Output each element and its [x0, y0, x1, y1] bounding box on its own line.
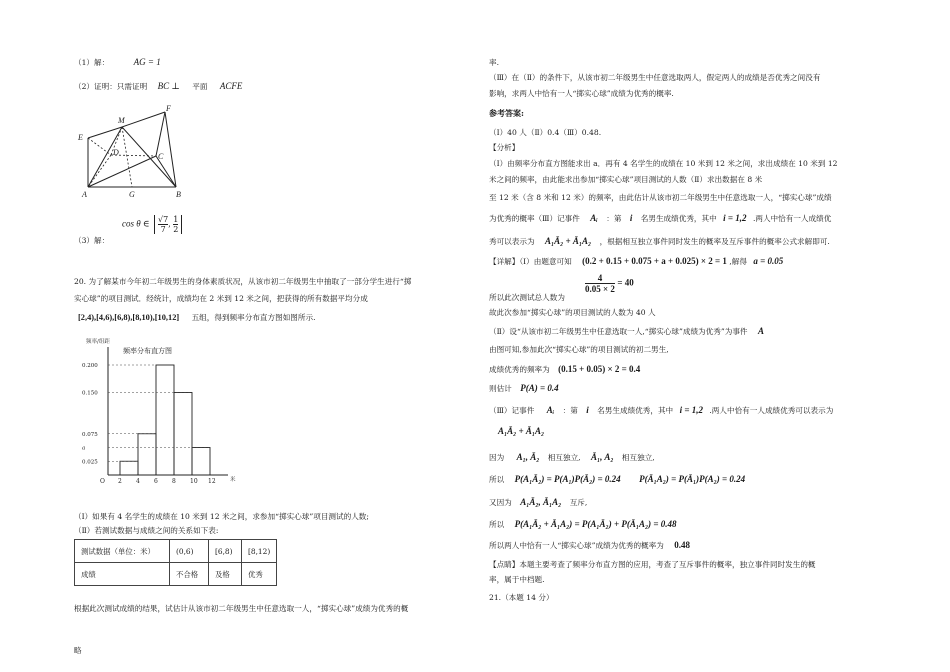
r-people-after: 故此次参加“掷实心球”的项目测试的人数为 40 人 — [489, 308, 656, 317]
edge-FB — [165, 112, 176, 187]
r-p3-line — [489, 405, 833, 416]
r-p3-d: .两人中恰有一人成绩优秀可以表示为 — [709, 406, 834, 415]
x-tick-label: 4 — [136, 478, 140, 485]
r-people-pre: 所以此次测试总人数为 — [489, 293, 565, 302]
r-p3-set: i = 1,2 — [679, 405, 703, 415]
part2-label: （2）证明：只需证明 — [74, 82, 148, 91]
y-tick-label: a — [82, 445, 86, 452]
r-p2-d-line — [489, 383, 559, 394]
part2-math2: ACFE — [219, 81, 243, 91]
r-again: 又因为 — [489, 498, 512, 507]
r-so2: 所以 — [489, 520, 505, 529]
r-q3-line1: （Ⅲ）在（Ⅱ）的条件下，从该市初二年级男生中任意选取两人，假定两人的成绩是否优秀之间没有 — [489, 73, 821, 82]
chart-title: 频率分布直方图 — [123, 347, 172, 355]
r-detail-a: a = 0.05 — [753, 256, 784, 266]
histogram-bar — [174, 393, 192, 476]
r-p2-d: 则估计 — [489, 384, 512, 393]
x-tick-label: 6 — [154, 478, 158, 485]
r-so1-eq1: P(A₁Ā₂) = P(A₁)P(Ā₂) = 0.24 — [514, 474, 621, 484]
table-row — [75, 563, 277, 586]
origin-label: O — [100, 478, 105, 485]
r-an4-set: i = 1,2 — [723, 213, 747, 223]
label-A: A — [82, 190, 87, 199]
r-analysis-3: 至 12 米（含 8 米和 12 米）的频率，由此估计从该市初二年级男生中任意选取一人，“掷实心球”成绩 — [489, 193, 832, 202]
interval-right — [173, 215, 178, 234]
chart-xlabel: 米 — [230, 477, 236, 483]
r-detail-end: ,解得 — [729, 257, 747, 266]
table-cell: 不合格 — [170, 563, 209, 586]
table-cell: 测试数据（单位：米） — [75, 540, 170, 563]
r-comment-1: 【点睛】本题主要考查了频率分布直方图的应用，考查了互斥事件的概率，独立事件同时发生的概 — [489, 560, 816, 569]
r-because-line — [489, 452, 655, 463]
x-tick-label: 12 — [208, 478, 216, 485]
table-row — [75, 540, 277, 563]
r-p3-ai: Aᵢ — [546, 405, 555, 415]
table-cell: 及格 — [209, 563, 242, 586]
r-p2-text: （Ⅱ）设“从该市初二年级男生中任意选取一人,“掷实心球”成绩为优秀”为事件 — [489, 327, 748, 336]
r-p3-i: i — [586, 405, 589, 415]
r-analysis-1: （Ⅰ）由频率分布直方图能求出 a．再有 4 名学生的成绩在 10 米到 12 米之间，求出成绩在 10 米到 12 — [489, 159, 838, 168]
r-p3-b: ：第 — [562, 406, 578, 415]
r-because-m2: Ā₁, A₂ — [591, 452, 614, 462]
table-cell: (0,6) — [170, 540, 209, 563]
x-tick-label: 10 — [190, 478, 198, 485]
edge-AC — [88, 156, 156, 187]
r-final-pre: 所以两人中恰有一人“掷实心球”成绩为优秀的概率为 — [489, 541, 664, 550]
q20-intervals: [2,4),[4,6),[6,8),[8,10),[10,12] — [78, 313, 180, 322]
r-fraction — [585, 273, 634, 294]
r-detail-line — [489, 256, 783, 267]
table-cell: [8,12) — [242, 540, 277, 563]
r-an4-i: i — [629, 213, 633, 223]
r-so1-line — [489, 474, 745, 485]
edge-MF — [122, 112, 165, 127]
r-because-end: 相互独立, — [621, 453, 655, 462]
histogram-bar — [138, 434, 156, 475]
r-frac-eq: = 40 — [617, 277, 634, 288]
interval-left-num: √7 — [158, 215, 169, 224]
r-p2-A: A — [757, 326, 764, 336]
part1-label: （1）解： — [74, 58, 110, 67]
r-because-mid: 相互独立, — [547, 453, 581, 462]
label-B: B — [176, 190, 181, 199]
grade-table — [74, 539, 277, 586]
r-so1-eq2: P(Ā₁A₂) = P(Ā₁)P(A₂) = 0.24 — [639, 474, 746, 484]
q20-part1: （Ⅰ）如果有 4 名学生的成绩在 10 米到 12 米之间，求参加“掷实心球”项目测试的人数; — [74, 512, 369, 521]
chart-ylabel: 频率/组距 — [86, 339, 110, 345]
r-so2-eq: P(A₁Ā₂ + Ā₁A₂) = P(A₁Ā₂) + P(Ā₁A₂) = 0.48 — [514, 519, 677, 529]
r-an5-expr: A₁Ā₂ + Ā₁A₂ — [544, 236, 592, 246]
r-frac-den: 0.05 × 2 — [585, 284, 615, 294]
q20-line3-end: 五组，得到频率分布直方图如图所示. — [191, 313, 316, 322]
r-p2-c: 成绩优秀的频率为 — [489, 365, 550, 374]
r-so1: 所以 — [489, 475, 505, 484]
r-an4-ai: Aᵢ — [590, 213, 598, 223]
left-page-label: 略 — [74, 646, 82, 655]
r-answer-heading: 参考答案: — [489, 108, 524, 118]
y-tick-label: 0.075 — [82, 431, 98, 438]
table-cell: [6,8) — [209, 540, 242, 563]
y-tick-label: 0.025 — [82, 459, 98, 466]
r-p3-a: （Ⅲ）记事件 — [489, 406, 535, 415]
edge-MB — [122, 127, 176, 187]
label-C: C — [158, 152, 164, 161]
r-an4-text2: ：第 — [606, 214, 622, 223]
histogram-bar — [120, 461, 138, 475]
left-bottom-line: 根据此次测试成绩的结果，试估计从该市初二年级男生中任意选取一人，“掷实心球”成绩为优秀的概 — [74, 604, 409, 613]
part2-line — [74, 81, 242, 92]
r-p2-d-eq: P(A) = 0.4 — [520, 383, 559, 393]
part1-line — [74, 57, 161, 68]
r-again-line — [489, 497, 587, 508]
part2-math1: BC ⊥ — [157, 81, 180, 91]
r-because-m1: A₁, Ā₂ — [516, 452, 540, 462]
r-comment-2: 率，属于中档题. — [489, 575, 545, 584]
x-tick-label: 8 — [172, 478, 176, 485]
r-an4-text3: 名男生成绩优秀，其中 — [640, 214, 717, 223]
q20-line1: 20. 为了解某市今年初二年级男生的身体素质状况，从该市初二年级男生中抽取了一部分学生进行“掷 — [74, 277, 412, 286]
r-analysis-tag: 【分析】 — [489, 143, 520, 152]
x-tick-label: 2 — [118, 478, 122, 485]
r-detail-eq: (0.2 + 0.15 + 0.075 + a + 0.025) × 2 = 1 — [582, 256, 727, 266]
part2-mid: 平面 — [192, 82, 208, 91]
interval-right-num: 1 — [173, 215, 179, 224]
part3-math: cos θ ∈ — [122, 218, 150, 229]
q20-line2: 实心球”的项目测试．经统计，成绩均在 2 米到 12 米之间，把获得的所有数据平均分成 — [74, 294, 368, 303]
r-analysis-4 — [489, 213, 831, 224]
r-answer-line: （Ⅰ）40 人（Ⅱ）0.4（Ⅲ）0.48. — [489, 128, 602, 137]
part1-math: AG = 1 — [133, 57, 161, 67]
interval-bracket: $\frac{√7}{7}$ , $\frac{1}{2}$ — [154, 215, 182, 234]
frequency-histogram — [78, 335, 238, 495]
r-because: 因为 — [489, 453, 505, 462]
r-an5-text: 秀可以表示为 — [489, 237, 535, 246]
r-q3-line2: 影响，求两人中恰有一人“掷实心球”成绩为优秀的概率. — [489, 89, 674, 98]
label-M: M — [118, 116, 125, 125]
histogram-bar — [192, 448, 210, 476]
r-an4-text: 为优秀的概率（Ⅲ）记事件 — [489, 214, 580, 223]
r-final-line — [489, 540, 690, 551]
histogram-bar — [156, 365, 174, 475]
r-cont: 率. — [489, 58, 500, 67]
r-p2-c-eq: (0.15 + 0.05) × 2 = 0.4 — [558, 364, 641, 374]
label-G: G — [129, 190, 135, 199]
r-an4-text4: .两人中恰有一人成绩优 — [752, 214, 832, 223]
r-p2-c-line — [489, 364, 640, 375]
r-p3-expr: A₁Ā₂ + Ā₁A₂ — [498, 426, 545, 436]
label-D: D — [113, 148, 119, 157]
r-again-end: 互斥, — [569, 498, 588, 507]
y-tick-label: 0.200 — [82, 363, 98, 369]
r-p2-b: 由图可知,参加此次“掷实心球”的项目测试的初二男生, — [489, 345, 669, 354]
table-cell: 优秀 — [242, 563, 277, 586]
r-p3-c: 名男生成绩优秀，其中 — [597, 406, 674, 415]
r-frac — [585, 273, 615, 294]
r-frac-num: 4 — [585, 273, 615, 284]
interval-left-den: 7 — [160, 225, 166, 234]
edge-ED — [88, 138, 111, 155]
r-so2-line — [489, 519, 676, 530]
interval-left — [158, 215, 168, 234]
r-q21: 21.（本题 14 分） — [489, 593, 554, 602]
r-final-val: 0.48 — [674, 540, 690, 550]
label-F: F — [166, 104, 171, 113]
y-tick-label: 0.150 — [82, 390, 98, 397]
r-analysis-5 — [489, 236, 830, 247]
r-p2-line — [489, 326, 764, 337]
r-an5-text2: ，根据相互独立事件同时发生的概率及互斥事件的概率公式求解即可. — [599, 237, 830, 246]
r-analysis-2: 米之间的频率，由此能求出参加“掷实心球”项目测试的人数（Ⅱ）求出数据在 8 米 — [489, 175, 763, 184]
table-cell: 成绩 — [75, 563, 170, 586]
interval-right-den: 2 — [173, 225, 179, 234]
geometry-figure — [76, 102, 191, 202]
part3-interval — [122, 215, 182, 234]
label-E: E — [78, 133, 83, 142]
part3-label: （3）解： — [74, 236, 110, 245]
edge-FC — [156, 112, 165, 156]
r-again-eq: A₁Ā₂, Ā₁A₂ — [520, 497, 562, 507]
r-detail-tag: 【详解】（Ⅰ）由题意可知 — [489, 257, 572, 266]
q20-line3 — [78, 312, 316, 323]
q20-part2: （Ⅱ）若测试数据与成绩之间的关系如下表: — [74, 526, 219, 535]
